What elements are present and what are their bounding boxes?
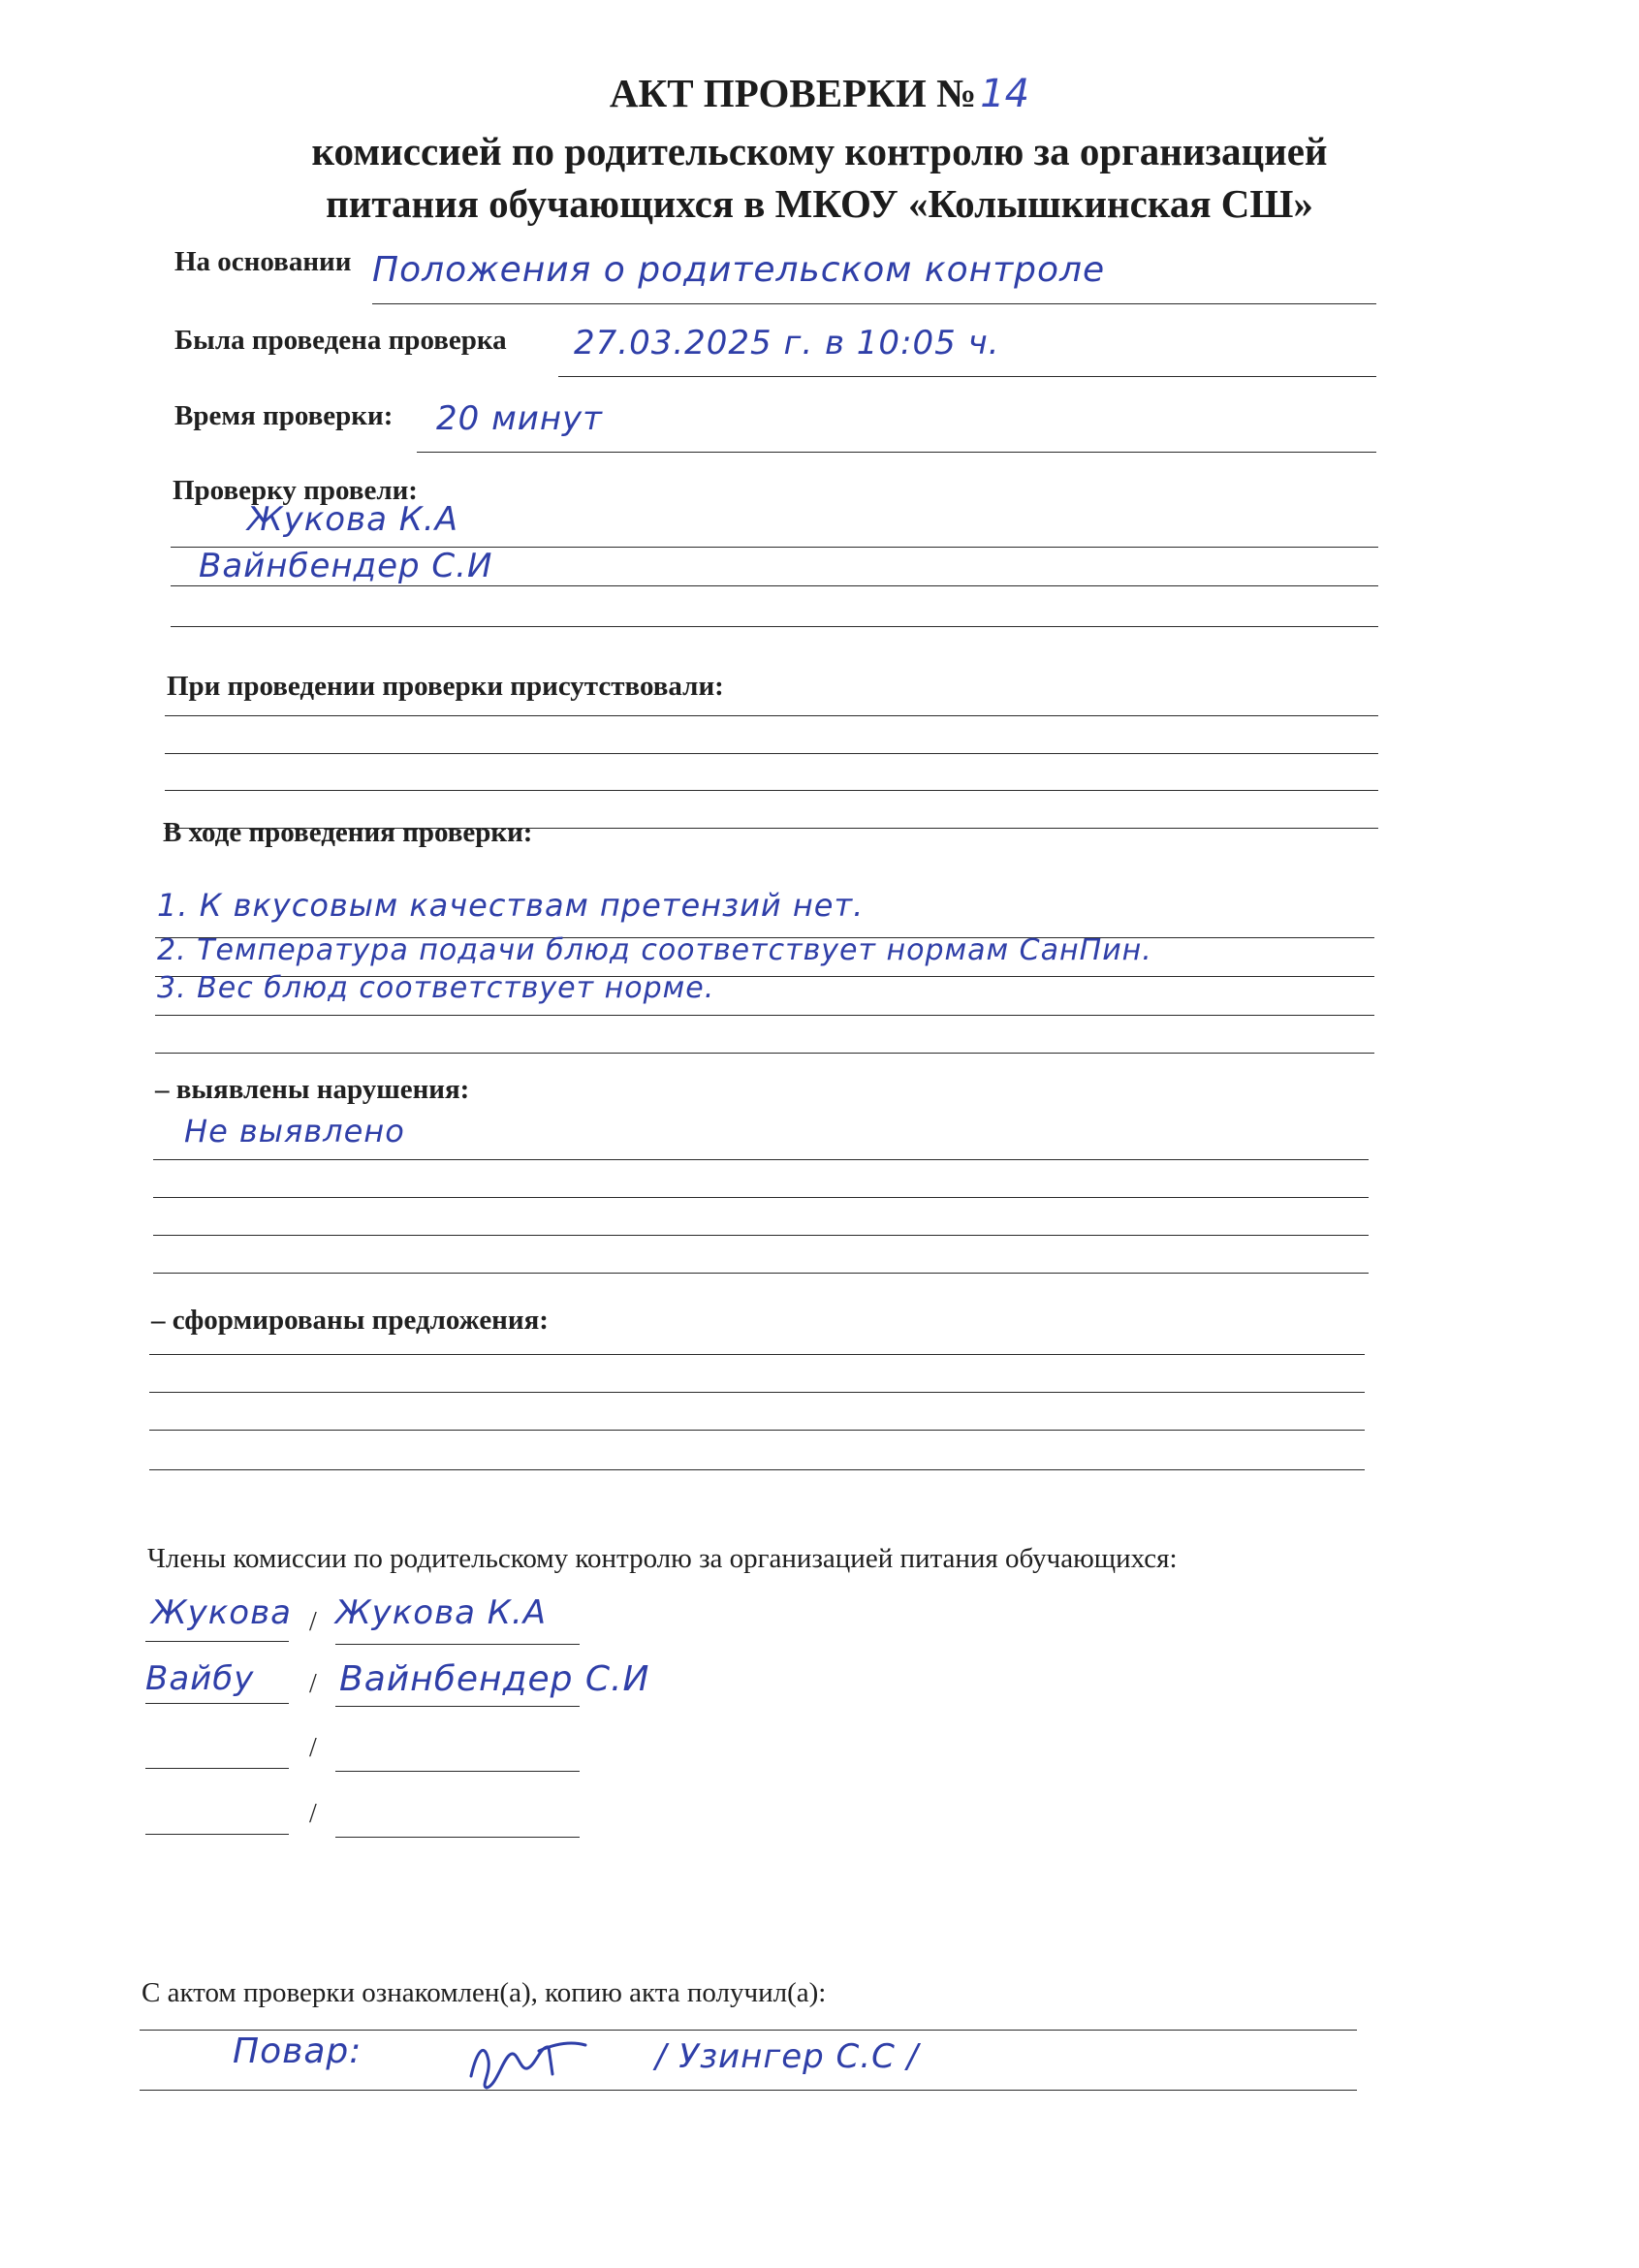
inspector-1: Жукова К.А [247, 500, 458, 539]
present-line-1 [165, 715, 1378, 716]
time-line [417, 452, 1376, 453]
member-3-slash: / [309, 1733, 317, 1763]
present-line-2 [165, 753, 1378, 754]
finding-1: 1. К вкусовым качествам претензий нет. [157, 887, 865, 924]
proposals-label: – сформированы предложения: [151, 1305, 549, 1336]
subtitle-line-1: комиссией по родительскому контролю за организацией [311, 129, 1328, 173]
acknowledgement-label: С актом проверки ознакомлен(а), копию акта получил(а): [142, 1977, 827, 2008]
member-3-name-line [335, 1771, 580, 1772]
member-2-signature: Вайбу [145, 1659, 255, 1698]
member-1-name: Жукова К.А [335, 1593, 547, 1632]
subtitle-line-2: питания обучающихся в МКОУ «Колышкинская СШ» [326, 181, 1313, 226]
act-title: АКТ ПРОВЕРКИ № 14 [609, 71, 1030, 116]
member-2-signature-line [145, 1703, 289, 1704]
proposals-line-3 [149, 1430, 1365, 1431]
check-line [558, 376, 1376, 377]
act-number: 14 [980, 72, 1030, 116]
acknowledgement-line-2 [140, 2090, 1357, 2091]
violations-line-1 [153, 1159, 1369, 1160]
member-4-slash: / [309, 1799, 317, 1829]
check-label: Была проведена проверка [174, 325, 507, 356]
member-3-signature-line [145, 1768, 289, 1769]
present-line-3 [165, 790, 1378, 791]
time-label: Время проверки: [174, 400, 394, 431]
cook-signature [463, 2032, 591, 2095]
present-label: При проведении проверки присутствовали: [167, 671, 724, 702]
violations-line-3 [153, 1235, 1369, 1236]
finding-2: 2. Температура подачи блюд соответствует нормам СанПин. [157, 933, 1152, 967]
findings-label: В ходе проведения проверки: [163, 817, 533, 848]
member-4-signature-line [145, 1834, 289, 1835]
acknowledgement-name: / Узингер С.С / [655, 2037, 920, 2076]
basis-label: На основании [174, 246, 352, 277]
acknowledgement-role: Повар: [233, 2032, 362, 2071]
member-2-name: Вайнбендер С.И [339, 1659, 650, 1699]
inspector-2: Вайнбендер С.И [199, 547, 493, 585]
member-1-name-line [335, 1644, 580, 1645]
member-4-name-line [335, 1837, 580, 1838]
inspectors-label: Проверку провели: [173, 475, 418, 506]
member-1-signature-line [145, 1641, 289, 1642]
findings-line-4 [155, 1053, 1374, 1054]
violations-value: Не выявлено [184, 1113, 405, 1150]
proposals-line-4 [149, 1469, 1365, 1470]
basis-value: Положения о родительском контроле [372, 250, 1106, 290]
member-2-name-line [335, 1706, 580, 1707]
inspectors-line-3 [171, 626, 1378, 627]
member-1-signature: Жукова [151, 1593, 292, 1632]
findings-line-3 [155, 1015, 1374, 1016]
violations-line-2 [153, 1197, 1369, 1198]
check-value: 27.03.2025 г. в 10:05 ч. [574, 324, 1000, 362]
finding-3: 3. Вес блюд соответствует норме. [157, 971, 715, 1005]
violations-line-4 [153, 1273, 1369, 1274]
time-value: 20 минут [436, 399, 603, 438]
member-1-slash: / [309, 1607, 317, 1637]
basis-line [372, 303, 1376, 304]
acknowledgement-line-1 [140, 2030, 1357, 2031]
proposals-line-2 [149, 1392, 1365, 1393]
proposals-line-1 [149, 1354, 1365, 1355]
inspectors-line-2 [171, 585, 1378, 586]
member-2-slash: / [309, 1669, 317, 1699]
violations-label: – выявлены нарушения: [155, 1074, 470, 1105]
members-label: Члены комиссии по родительскому контролю за организацией питания обучающихся: [147, 1543, 1178, 1574]
